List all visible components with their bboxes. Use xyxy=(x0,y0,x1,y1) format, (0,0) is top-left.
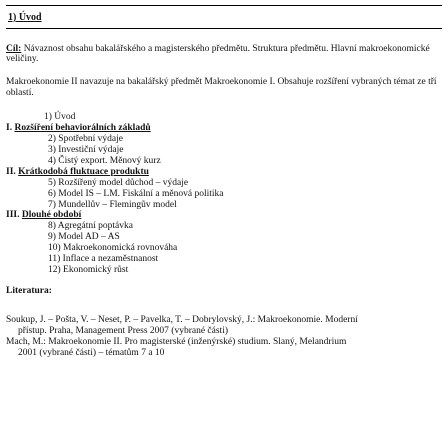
outline-item: 2) Spotřební výdaje xyxy=(48,134,123,145)
literature-heading: Literatura: xyxy=(6,286,52,297)
section-title-text: Krátkodobá fluktuace produktu xyxy=(18,166,149,177)
top-rule xyxy=(6,5,442,6)
outline-item: 8) Agregátní poptávka xyxy=(48,221,133,232)
title-rule xyxy=(6,28,442,29)
goal-text: Návaznost obsahu bakalářského a magisterského předmětu. Struktura předmětu. Hlavní makroekonomické veličiny. xyxy=(6,43,430,65)
goal-label: Cíl: xyxy=(6,43,22,54)
outline-item: 12) Ekonomický růst xyxy=(48,265,129,276)
outline-item: 4) Čistý export. Měnový kurz xyxy=(48,155,161,166)
goal-paragraph xyxy=(6,44,442,66)
reference-line-continued: 2001 (vybrané části) – tématům 7 a 10 xyxy=(18,347,165,358)
reference-entry xyxy=(6,315,442,337)
outline-section-heading xyxy=(6,210,442,221)
section-number: III. xyxy=(6,210,20,221)
reference-line: Soukup, J. – Pošta, V. – Neset, P. – Pavelka, T. – Dobrylovský, J.: Makroekonomie. Moderní xyxy=(6,314,358,325)
section-title: 1) Úvod xyxy=(8,12,42,23)
outline-item: 9) Model AD – AS xyxy=(48,232,120,243)
outline-item: 3) Investiční výdaje xyxy=(48,144,124,155)
intro-paragraph: Makroekonomie II navazuje na bakalářský předmět Makroekonomie I. Obsahuje rozšíření vybraných témat ze tří oblastí. xyxy=(6,77,437,99)
outline-section-heading xyxy=(6,123,442,134)
outline-first-item: 1) Úvod xyxy=(44,112,76,123)
section-number: II. xyxy=(6,166,16,177)
outline-item: 11) Inflace a nezaměstnanost xyxy=(48,254,159,265)
reference-entry xyxy=(6,337,442,359)
reference-line: Mach, M.: Makroekonomie II. Pro magisterské (inženýrské) studium. Slaný, Melandrium xyxy=(6,336,347,347)
course-outline xyxy=(6,112,442,276)
outline-item: 10) Makroekonomická rovnováha xyxy=(48,243,178,254)
reference-line-continued: přístup. Praha, Management Press 2007 (vybrané části) xyxy=(18,325,229,336)
section-title-text: Rozšíření behaviorálních základů xyxy=(14,123,151,134)
section-title-text: Dlouhé období xyxy=(21,210,82,221)
outline-section-heading xyxy=(6,167,442,178)
section-number: I. xyxy=(6,123,13,134)
outline-item: 7) Mundellův – Flemingův model xyxy=(48,199,177,210)
outline-item: 6) Model IS – LM. Fiskální a měnová politika xyxy=(48,188,224,199)
outline-item: 5) Rozšířený model důchod – výdaje xyxy=(48,177,189,188)
